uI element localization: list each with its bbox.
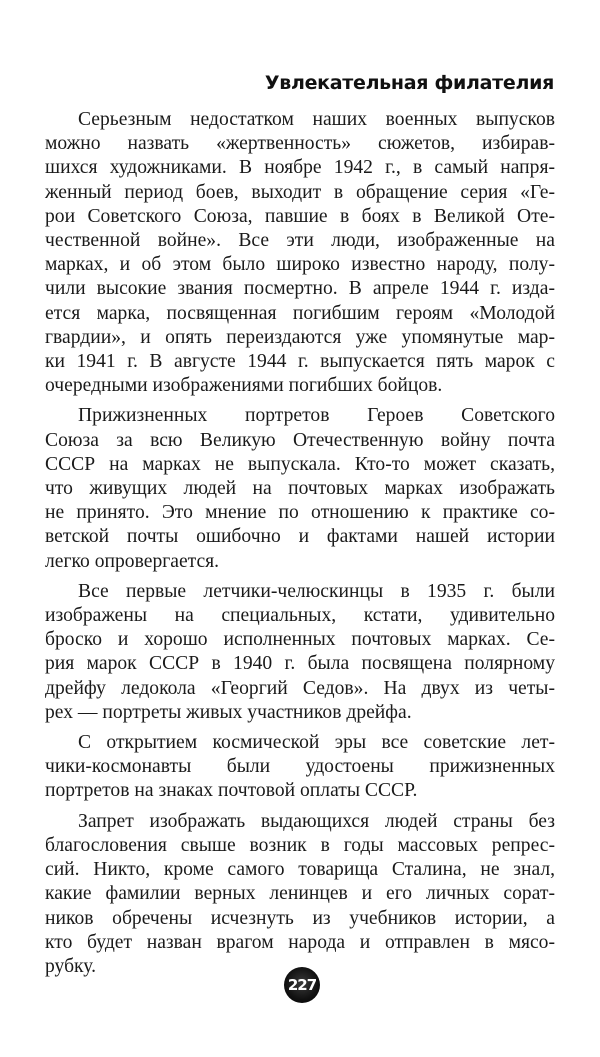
text-line: Союза за всю Великую Отечественную войну почта xyxy=(45,429,555,451)
text-line: сий. Никто, кроме самого товарища Сталина, не знал, xyxy=(45,859,555,881)
text-line: кто будет назван врагом народа и отправлен в мясо- xyxy=(45,931,555,953)
text-line: гвардии», и опять переиздаются уже упомянутые мар- xyxy=(45,326,555,348)
text-line: рия марок СССР в 1940 г. была посвящена полярному xyxy=(45,653,555,675)
running-header: Увлекательная филателия xyxy=(264,72,554,94)
paragraph-3 xyxy=(45,580,555,725)
paragraph-4 xyxy=(45,731,555,804)
text-line: Серьезным недостатком наших военных выпусков xyxy=(78,109,555,130)
text-line: марках, и об этом было широко известно народу, полу- xyxy=(45,254,555,276)
body-text xyxy=(45,108,555,985)
text-line: шихся художниками. В ноябре 1942 г., в самый напря- xyxy=(45,157,555,179)
text-line: благословения свыше возник в годы массовых репрес- xyxy=(45,834,555,856)
text-line: дрейфу ледокола «Георгий Седов». На двух из четы- xyxy=(45,677,555,699)
text-line: портретов на знаках почтовой оплаты СССР. xyxy=(45,780,418,802)
text-line: можно назвать «жертвенность» сюжетов, избирав- xyxy=(45,133,555,155)
text-line: рои Советского Союза, павшие в боях в Великой Оте- xyxy=(45,205,555,227)
text-line: ки 1941 г. В августе 1944 г. выпускается пять марок с xyxy=(45,351,555,373)
text-line: чественной войне». Все эти люди, изображенные на xyxy=(45,230,555,252)
text-line: Прижизненных портретов Героев Советского xyxy=(78,405,555,427)
text-line: легко опровергается. xyxy=(45,550,220,572)
text-line: С открытием космической эры все советские лет- xyxy=(78,732,555,754)
paragraph-5 xyxy=(45,810,555,979)
text-line: Запрет изображать выдающихся людей страны без xyxy=(78,810,555,832)
text-line: чили высокие звания посмертно. В апреле 1944 г. изда- xyxy=(45,278,555,300)
text-line: Все первые летчики-челюскинцы в 1935 г. были xyxy=(78,580,555,602)
text-line: чики-космонавты были удостоены прижизненных xyxy=(45,756,555,778)
text-line: не принято. Это мнение по отношению к практике со- xyxy=(45,502,555,524)
text-line: рех — портреты живых участников дрейфа. xyxy=(45,701,412,723)
text-line: какие фамилии верных ленинцев и его личных сорат- xyxy=(45,883,555,905)
text-line: изображены на специальных, кстати, удивительно xyxy=(45,605,555,627)
page-number-badge: 227 xyxy=(284,967,320,1003)
text-line: женный период боев, выходит в обращение серия «Ге- xyxy=(45,181,555,203)
text-line: рубку. xyxy=(45,955,97,977)
paragraph-1 xyxy=(45,108,555,398)
text-line: ветской почты ошибочно и фактами нашей истории xyxy=(45,526,555,548)
text-line: очередными изображениями погибших бойцов. xyxy=(45,375,443,397)
text-line: броско и хорошо исполненных почтовых марках. Се- xyxy=(45,629,555,651)
text-line: СССР на марках не выпускала. Кто-то может сказать, xyxy=(45,453,555,475)
paragraph-2 xyxy=(45,404,555,573)
text-line: что живущих людей на почтовых марках изображать xyxy=(45,478,555,500)
text-line: ников обречены исчезнуть из учебников истории, а xyxy=(45,907,555,929)
text-line: ется марка, посвященная погибшим героям «Молодой xyxy=(45,302,555,324)
